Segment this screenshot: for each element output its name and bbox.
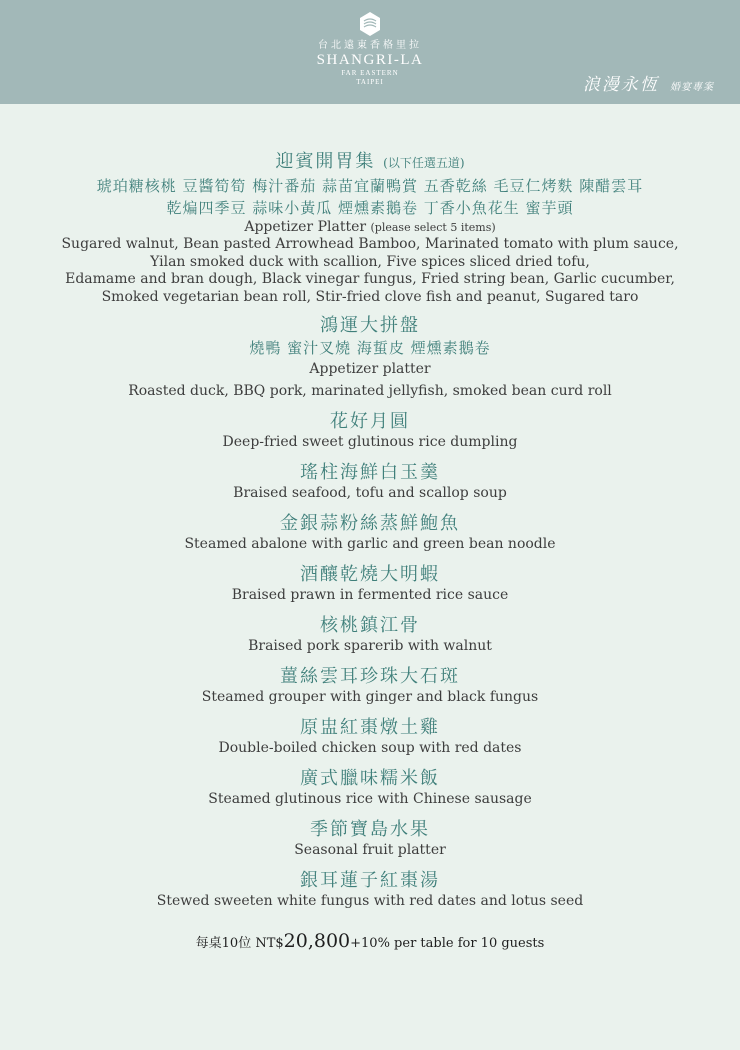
- dish-item: [20, 410, 720, 451]
- platter-zh-items: 燒鴨 蜜汁叉燒 海蜇皮 煙燻素鵝卷: [249, 339, 491, 357]
- appetizer-en-items-1: Sugared walnut, Bean pasted Arrowhead Bamboo, Marinated tomato with plum sauce,: [61, 236, 679, 252]
- dish-item: [20, 512, 720, 553]
- dish-en-name: Steamed abalone with garlic and green bean noodle: [184, 535, 556, 552]
- dish-item: [20, 563, 720, 604]
- dish-en-name: Braised seafood, tofu and scallop soup: [233, 484, 507, 501]
- package-title: [583, 70, 714, 95]
- dish-zh-name: 金銀蒜粉絲蒸鮮鮑魚: [280, 512, 460, 534]
- dish-en-name: Steamed grouper with ginger and black fungus: [201, 688, 539, 705]
- header-banner: [0, 0, 740, 104]
- platter-zh-title: 鴻運大拼盤: [320, 315, 420, 336]
- dish-zh-name: 銀耳蓮子紅棗湯: [300, 869, 440, 891]
- price-amount: 20,800: [283, 930, 351, 952]
- platter-en-title: Appetizer platter: [309, 361, 431, 377]
- appetizer-zh-items-2: 乾煸四季豆 蒜味小黃瓜 煙燻素鵝卷 丁香小魚花生 蜜芋頭: [166, 199, 574, 217]
- logo-subtitle-2: TAIPEI: [356, 78, 384, 86]
- appetizer-zh-items-1: 琥珀糖核桃 豆醬筍筍 梅汁番茄 蒜苗宜蘭鴨賞 五香乾絲 毛豆仁烤麩 陳醋雲耳: [96, 177, 644, 195]
- dish-item: [20, 767, 720, 808]
- hotel-logo: [290, 12, 450, 87]
- price-prefix: 每桌10位 NT$: [195, 936, 284, 951]
- platter-section: [20, 314, 720, 400]
- dish-item: [20, 716, 720, 757]
- dish-zh-name: 原盅紅棗燉土雞: [300, 716, 440, 738]
- appetizer-section: [20, 150, 720, 306]
- dish-en-name: Deep-fried sweet glutinous rice dumpling: [222, 433, 518, 450]
- dish-en-name: Seasonal fruit platter: [294, 841, 446, 858]
- logo-english-name: SHANGRI-LA: [316, 52, 424, 68]
- dish-item: [20, 461, 720, 502]
- package-title-main: 浪漫永恆: [582, 75, 659, 95]
- dish-zh-name: 薑絲雲耳珍珠大石斑: [280, 665, 460, 687]
- dish-zh-name: 瑤柱海鮮白玉羹: [300, 461, 440, 483]
- logo-chinese-name: 台北遠東香格里拉: [318, 40, 422, 51]
- dish-item: [20, 869, 720, 910]
- dish-zh-name: 核桃鎮江骨: [320, 614, 420, 636]
- appetizer-zh-note: (以下任選五道): [383, 156, 465, 170]
- logo-subtitle-1: FAR EASTERN: [341, 69, 399, 77]
- dish-item: [20, 665, 720, 706]
- menu-page: [0, 104, 740, 1050]
- dish-zh-name: 酒釀乾燒大明蝦: [300, 563, 440, 585]
- dish-en-name: Braised prawn in fermented rice sauce: [231, 586, 509, 603]
- package-title-sub: 婚宴專案: [670, 82, 714, 93]
- platter-en-items: Roasted duck, BBQ pork, marinated jellyfish, smoked bean curd roll: [128, 382, 612, 399]
- appetizer-en-items-2: Yilan smoked duck with scallion, Five spices sliced dried tofu,: [150, 253, 590, 270]
- dish-item: [20, 818, 720, 859]
- price-suffix: +10% per table for 10 guests: [350, 936, 545, 951]
- appetizer-en-title: Appetizer Platter (please select 5 items): [244, 219, 496, 235]
- menu-list: [20, 150, 720, 920]
- dish-zh-name: 花好月圓: [330, 410, 410, 432]
- dish-en-name: Stewed sweeten white fungus with red dates and lotus seed: [156, 892, 584, 909]
- appetizer-en-items-4: Smoked vegetarian bean roll, Stir-fried clove fish and peanut, Sugared taro: [101, 288, 639, 305]
- dish-zh-name: 季節寶島水果: [310, 818, 430, 840]
- appetizer-en-items-3: Edamame and bran dough, Black vinegar fungus, Fried string bean, Garlic cucumber,: [65, 271, 675, 287]
- dish-en-name: Double-boiled chicken soup with red dates: [218, 739, 522, 756]
- dish-en-name: Braised pork sparerib with walnut: [248, 637, 492, 654]
- shangri-la-emblem-icon: [360, 12, 380, 36]
- appetizer-zh-title: 迎賓開胃集 (以下任選五道): [275, 151, 465, 172]
- appetizer-en-note: (please select 5 items): [370, 221, 496, 234]
- price-line: [0, 930, 740, 952]
- dish-zh-name: 廣式臘味糯米飯: [300, 767, 440, 789]
- dish-en-name: Steamed glutinous rice with Chinese sausage: [208, 790, 532, 807]
- dish-item: [20, 614, 720, 655]
